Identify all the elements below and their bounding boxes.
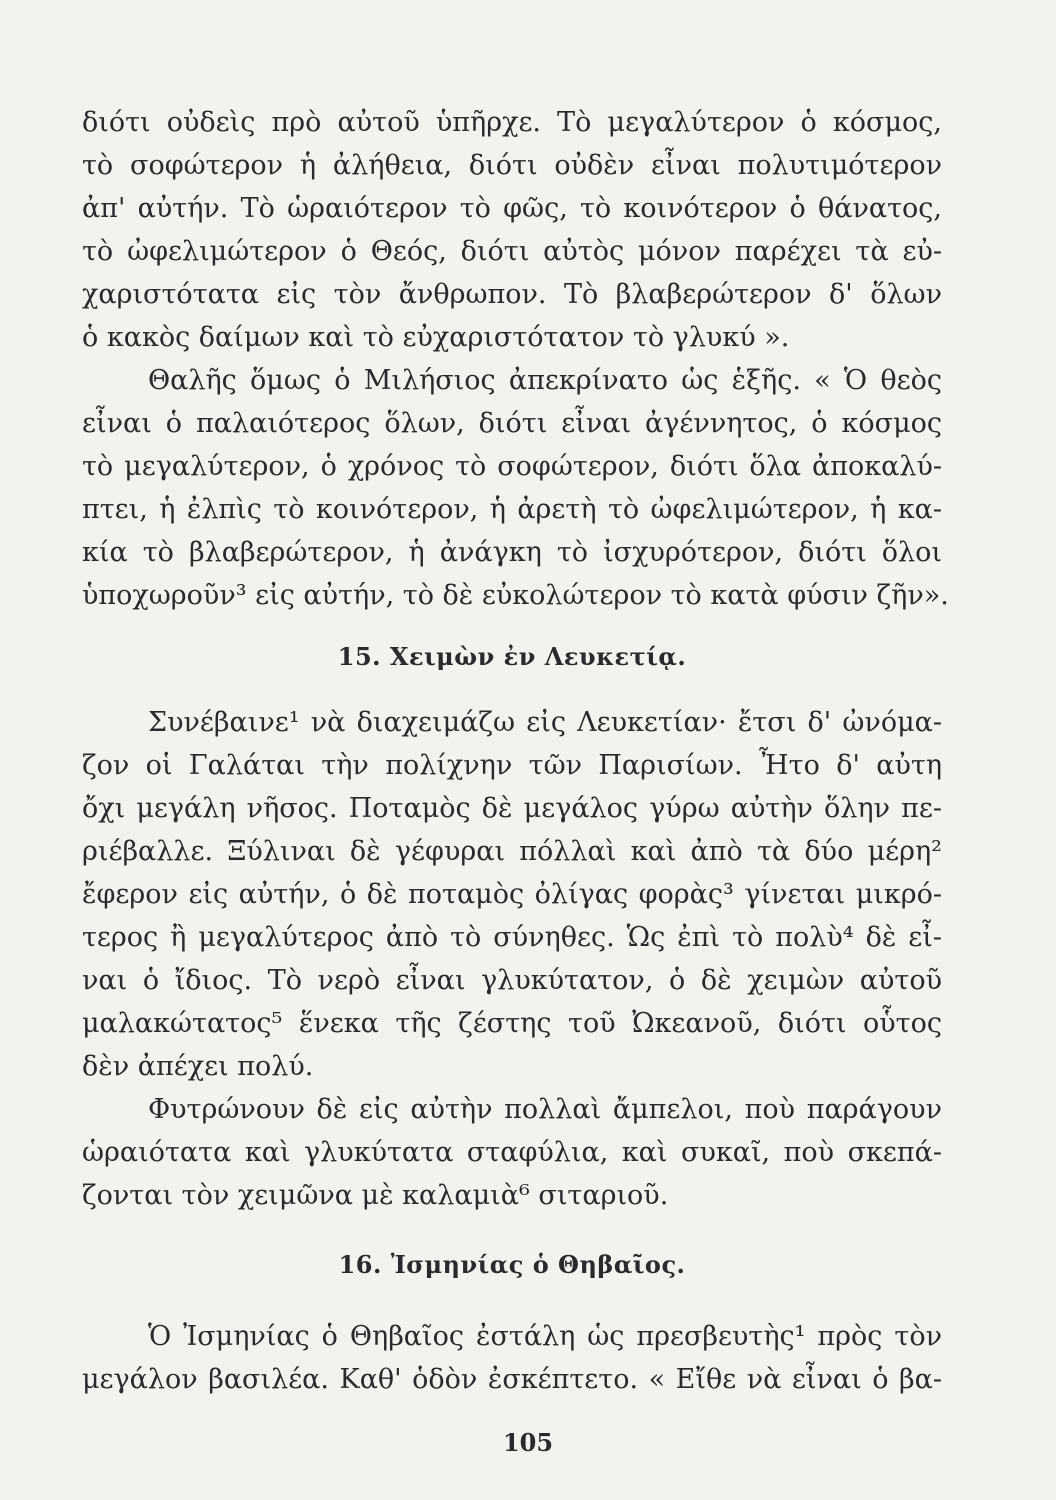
page-number: 105 — [502, 1428, 554, 1457]
text-line: ἔφερον εἰς αὐτήν, ὁ δὲ ποταμὸς ὀλίγας φορὰς³ γίνεται μικρό- — [82, 879, 942, 910]
text-line: ὄχι μεγάλη νῆσος. Ποταμὸς δὲ μεγάλος γύρω αὐτὴν ὅλην πε- — [82, 793, 942, 824]
text-line: Φυτρώνουν δὲ εἰς αὐτὴν πολλαὶ ἄμπελοι, ποὺ παράγουν — [148, 1094, 942, 1125]
text-line: ὡραιότατα καὶ γλυκύτατα σταφύλια, καὶ συκαῖ, ποὺ σκεπά- — [82, 1137, 942, 1168]
text-line: ἀπ' αὐτήν. Τὸ ὡραιότερον τὸ φῶς, τὸ κοινότερον ὁ θάνατος, — [82, 193, 942, 224]
text-line: τὸ ὠφελιμώτερον ὁ Θεός, διότι αὐτὸς μόνον παρέχει τὰ εὐ- — [82, 236, 942, 267]
text-line: Ὁ Ἰσμηνίας ὁ Θηβαῖος ἐστάλη ὡς πρεσβευτὴς¹ πρὸς τὸν — [148, 1321, 942, 1352]
text-line: δὲν ἀπέχει πολύ. — [82, 1051, 314, 1082]
text-line: τερος ἢ μεγαλύτερος ἀπὸ τὸ σύνηθες. Ὡς ἐπὶ τὸ πολὺ⁴ δὲ εἶ- — [82, 922, 942, 953]
section-heading-16: 16. Ἰσμηνίας ὁ Θηβαῖος. — [338, 1250, 686, 1279]
text-line: διότι οὐδεὶς πρὸ αὐτοῦ ὑπῆρχε. Τὸ μεγαλύτερον ὁ κόσμος, — [82, 107, 942, 138]
text-line: τὸ μεγαλύτερον, ὁ χρόνος τὸ σοφώτερον, διότι ὅλα ἀποκαλύ- — [82, 451, 942, 482]
text-line: ζον οἱ Γαλάται τὴν πολίχνην τῶν Παρισίων. Ἦτο δ' αὐτη — [82, 750, 942, 781]
text-line: πτει, ἡ ἐλπὶς τὸ κοινότερον, ἡ ἀρετὴ τὸ ὠφελιμώτερον, ἡ κα- — [82, 494, 942, 525]
text-line: τὸ σοφώτερον ἡ ἀλήθεια, διότι οὐδὲν εἶναι πολυτιμότερον — [82, 150, 942, 181]
text-line: εἶναι ὁ παλαιότερος ὅλων, διότι εἶναι ἀγέννητος, ὁ κόσμος — [82, 408, 942, 439]
text-line: ὑποχωροῦν³ εἰς αὐτήν, τὸ δὲ εὐκολώτερον τὸ κατὰ φύσιν ζῆν». — [82, 580, 949, 611]
text-line: χαριστότατα εἰς τὸν ἄνθρωπον. Τὸ βλαβερώτερον δ' ὅλων — [82, 279, 942, 310]
text-line: κία τὸ βλαβερώτερον, ἡ ἀνάγκη τὸ ἰσχυρότερον, διότι ὅλοι — [82, 537, 942, 568]
text-line: ριέβαλλε. Ξύλιναι δὲ γέφυραι πόλλαὶ καὶ ἀπὸ τὰ δύο μέρη² — [82, 836, 942, 867]
text-line: μαλακώτατος⁵ ἕνεκα τῆς ζέστης τοῦ Ὠκεανοῦ, διότι οὗτος — [82, 1008, 942, 1039]
section-heading-15: 15. Χειμὼν ἐν Λευκετίᾳ. — [337, 642, 687, 671]
text-line: Συνέβαινε¹ νὰ διαχειμάζω εἰς Λευκετίαν· ἔτσι δ' ὠνόμα- — [148, 707, 942, 738]
text-line: ὁ κακὸς δαίμων καὶ τὸ εὐχαριστότατον τὸ γλυκύ ». — [82, 322, 790, 353]
text-line: ζονται τὸν χειμῶνα μὲ καλαμιὰ⁶ σιταριοῦ. — [82, 1180, 669, 1211]
text-line: ναι ὁ ἴδιος. Τὸ νερὸ εἶναι γλυκύτατον, ὁ δὲ χειμὼν αὐτοῦ — [82, 965, 942, 996]
text-line: Θαλῆς ὅμως ὁ Μιλήσιος ἀπεκρίνατο ὡς ἑξῆς. « Ὁ θεὸς — [148, 365, 942, 396]
text-line: μεγάλον βασιλέα. Καθ' ὁδὸν ἐσκέπτετο. « Εἴθε νὰ εἶναι ὁ βα- — [82, 1364, 942, 1395]
